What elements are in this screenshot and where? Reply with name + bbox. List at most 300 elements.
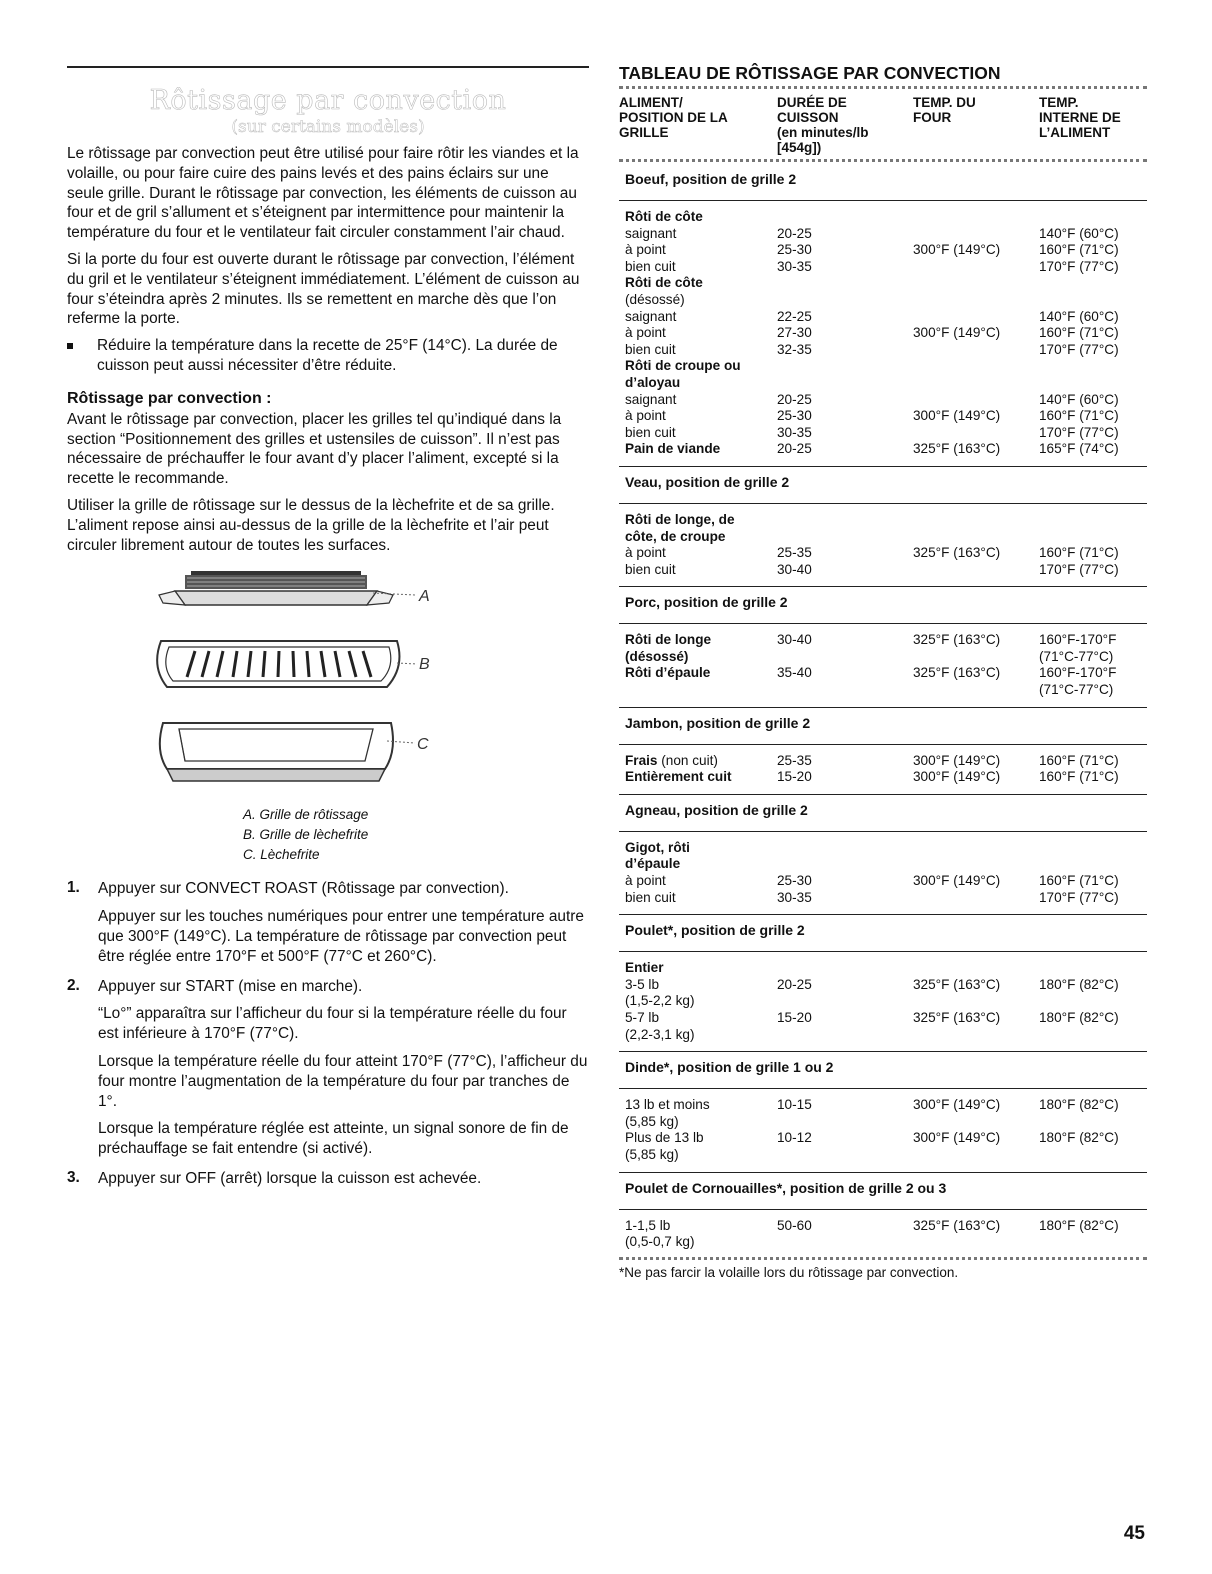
table-cell [625, 1218, 777, 1235]
caption-line: C. Lèchefrite [243, 847, 320, 863]
section-heading: Jambon, position de grille 2 [625, 714, 811, 731]
table-row [619, 441, 1147, 458]
table-cell [625, 873, 777, 890]
header-time [777, 95, 913, 155]
table-cell [625, 562, 777, 579]
table-cell: 20-25 [777, 976, 812, 992]
food-label: (0,5-0,7 kg) [625, 1234, 695, 1250]
table-cell [1039, 358, 1147, 375]
table-cell [913, 209, 1039, 226]
step-item [67, 977, 589, 1159]
section-heading: Dinde*, position de grille 1 ou 2 [625, 1059, 834, 1076]
step-item [67, 879, 589, 966]
table-cell: 325°F (163°C) [913, 632, 1001, 648]
table-cell [913, 649, 1039, 666]
food-label: saignant [625, 391, 677, 407]
figure-caption [67, 805, 589, 865]
table-cell: 165°F (74°C) [1039, 441, 1119, 457]
food-label: 5-7 lb [625, 1010, 660, 1025]
food-label: saignant [625, 308, 677, 324]
table-cell: 30-35 [777, 258, 812, 274]
food-label: Rôti d’épaule [625, 665, 711, 681]
table-row [619, 545, 1147, 562]
header-line: INTERNE DE [1039, 110, 1121, 125]
food-label: à point [625, 873, 666, 889]
table-cell: 160°F (71°C) [1039, 325, 1119, 341]
table-cell: 35-40 [777, 665, 812, 681]
step-text: “Lo°” apparaîtra sur l’afficheur du four si la température réelle du four est inférieure à 170°F (77°C). [98, 1005, 567, 1043]
header-oven-temp [913, 95, 1039, 155]
table-cell [625, 408, 777, 425]
table-cell: (71°C-77°C) [1039, 682, 1114, 698]
header-line: POSITION DE LA [619, 110, 728, 125]
table-row [619, 309, 1147, 326]
table-cell [1039, 1027, 1147, 1044]
section-rule [619, 1209, 1147, 1210]
table-cell [913, 890, 1039, 907]
section-heading: Poulet*, position de grille 2 [625, 922, 805, 939]
table-cell [777, 512, 913, 529]
table-header [619, 95, 1147, 155]
table-cell [777, 275, 913, 292]
table-cell: 32-35 [777, 341, 812, 357]
table-cell [625, 993, 777, 1010]
table-cell [625, 960, 777, 977]
header-line: FOUR [913, 110, 952, 125]
header-line: CUISSON [777, 110, 839, 125]
food-label: Plus de 13 lb [625, 1130, 704, 1146]
label-c: C [417, 736, 429, 754]
table-row [619, 358, 1147, 375]
table-cell: 160°F-170°F [1039, 665, 1117, 681]
food-note: (non cuit) [657, 752, 718, 768]
step-number: 3. [67, 1168, 80, 1186]
table-cell: 160°F (71°C) [1039, 545, 1119, 561]
table-cell: 170°F (77°C) [1039, 424, 1119, 440]
table-cell [625, 1147, 777, 1164]
table-cell [1039, 292, 1147, 309]
table-body [619, 164, 1147, 1251]
section-rule [619, 831, 1147, 832]
table-row [619, 512, 1147, 529]
table-row [619, 1027, 1147, 1044]
table-cell: 160°F (71°C) [1039, 873, 1119, 889]
table-cell [1039, 1234, 1147, 1251]
section-rule [619, 503, 1147, 504]
table-cell: 20-25 [777, 441, 812, 457]
table-cell [777, 649, 913, 666]
page-number: 45 [1123, 1523, 1145, 1544]
table-row [619, 408, 1147, 425]
table-title: TABLEAU DE RÔTISSAGE PAR CONVECTION [619, 63, 1001, 83]
table-cell [913, 425, 1039, 442]
food-label: Rôti de longe [625, 632, 712, 648]
table-cell: 180°F (82°C) [1039, 1010, 1119, 1025]
caption-line: B. Grille de lèchefrite [243, 827, 369, 843]
food-label: bien cuit [625, 561, 676, 577]
table-cell [913, 682, 1039, 699]
table-row [619, 840, 1147, 857]
header-line: L’ALIMENT [1039, 125, 1111, 140]
table-row [619, 392, 1147, 409]
subheading: Rôtissage par convection : [67, 389, 272, 407]
table-cell [625, 275, 777, 292]
table-cell [913, 840, 1039, 857]
table-cell [625, 1027, 777, 1044]
roasting-rack-icon [159, 571, 415, 605]
table-cell: 50-60 [777, 1217, 812, 1233]
food-label: Rôti de côte [625, 209, 703, 224]
section-rule [619, 623, 1147, 624]
table-row [619, 342, 1147, 359]
table-cell [625, 226, 777, 243]
section-heading: Porc, position de grille 2 [625, 594, 788, 611]
footnote: *Ne pas farcir la volaille lors du rôtissage par convection. [619, 1264, 959, 1280]
table-cell [625, 856, 777, 873]
table-cell: 27-30 [777, 325, 812, 341]
table-cell: 170°F (77°C) [1039, 341, 1119, 357]
food-label: Rôti de côte [625, 275, 703, 291]
table-cell [777, 993, 913, 1010]
table-cell [913, 259, 1039, 276]
header-line: TEMP. [1039, 95, 1079, 110]
table-cell [777, 1114, 913, 1131]
table-cell [1039, 529, 1147, 546]
table-cell [625, 1114, 777, 1131]
table-cell: 300°F (149°C) [913, 325, 1001, 341]
table-cell [913, 342, 1039, 359]
table-cell [777, 1147, 913, 1164]
food-label: (5,85 kg) [625, 1113, 679, 1129]
table-cell [625, 890, 777, 907]
table-cell [625, 209, 777, 226]
food-label: Frais [625, 752, 658, 768]
table-cell [625, 342, 777, 359]
table-cell: 325°F (163°C) [913, 665, 1001, 681]
table-cell: 325°F (163°C) [913, 976, 1001, 992]
food-label: bien cuit [625, 889, 676, 905]
table-cell [777, 375, 913, 392]
top-rule [67, 66, 589, 68]
table-cell [625, 1010, 777, 1027]
table-cell [625, 977, 777, 994]
table-cell [913, 856, 1039, 873]
section-rule [619, 744, 1147, 745]
table-cell [1039, 993, 1147, 1010]
table-cell [625, 358, 777, 375]
table-cell: 300°F (149°C) [913, 1097, 1001, 1113]
food-label: (désossé) [625, 291, 685, 307]
table-cell: 25-30 [777, 408, 812, 424]
table-cell: 325°F (163°C) [913, 441, 1001, 457]
table-cell: 325°F (163°C) [913, 1217, 1001, 1233]
table-row [619, 1130, 1147, 1147]
label-b: B [419, 656, 430, 674]
table-cell: 180°F (82°C) [1039, 976, 1119, 992]
left-column [67, 66, 589, 1199]
table-cell [1039, 856, 1147, 873]
table-cell [625, 1130, 777, 1147]
table-cell: 140°F (60°C) [1039, 391, 1119, 407]
food-label: 1-1,5 lb [625, 1217, 671, 1233]
table-cell [625, 392, 777, 409]
header-line: TEMP. DU [913, 95, 976, 110]
table-cell [913, 1114, 1039, 1131]
food-label: bien cuit [625, 424, 676, 440]
bullet-square-icon [67, 343, 73, 349]
section-heading: Boeuf, position de grille 2 [625, 171, 797, 187]
table-row [619, 425, 1147, 442]
table-cell [913, 529, 1039, 546]
table-cell [625, 512, 777, 529]
table-cell: 300°F (149°C) [913, 873, 1001, 889]
table-cell [913, 1027, 1039, 1044]
table-cell [625, 769, 777, 786]
food-label: d’aloyau [625, 374, 681, 390]
table-cell: 30-35 [777, 889, 812, 905]
table-cell [625, 529, 777, 546]
label-a: A [419, 588, 430, 606]
table-cell [625, 325, 777, 342]
table-cell: 10-15 [777, 1097, 812, 1113]
section-rule [619, 951, 1147, 952]
header-line: (en minutes/lb [777, 125, 869, 140]
table-cell [777, 529, 913, 546]
table-cell [913, 993, 1039, 1010]
table-cell [913, 392, 1039, 409]
table-cell: 160°F (71°C) [1039, 408, 1119, 424]
step-text: Lorsque la température réelle du four atteint 170°F (77°C), l’afficheur du four montre l’augmentation de la température du four par tranches de 1°. [98, 1052, 588, 1110]
table-cell [625, 1234, 777, 1251]
table-row [619, 977, 1147, 994]
table-cell: 180°F (82°C) [1039, 1130, 1119, 1146]
table-row [619, 292, 1147, 309]
rack-paragraph: Utiliser la grille de rôtissage sur le dessus de la lèchefrite et de sa grille. L’aliment repose ainsi au-dessus de la grille de la lèchefrite et l’air peut circuler librement autour de toutes les surfaces. [67, 496, 555, 554]
food-label: à point [625, 242, 666, 258]
table-cell [777, 292, 913, 309]
section-rule [619, 1088, 1147, 1089]
steps-list [67, 879, 589, 1188]
table-cell: 20-25 [777, 391, 812, 407]
table-cell: 160°F (71°C) [1039, 752, 1119, 768]
section-heading: Agneau, position de grille 2 [625, 801, 808, 818]
table-cell [1039, 512, 1147, 529]
table-row [619, 275, 1147, 292]
table-cell: 180°F (82°C) [1039, 1097, 1119, 1113]
table-row [619, 632, 1147, 649]
table-cell: 170°F (77°C) [1039, 889, 1119, 905]
table-cell [625, 632, 777, 649]
food-label: Entier [625, 960, 664, 976]
table-cell [625, 840, 777, 857]
table-cell [625, 753, 777, 770]
table-cell [625, 665, 777, 682]
table-cell: 25-35 [777, 545, 812, 561]
header-line: GRILLE [619, 125, 669, 140]
table-cell [913, 512, 1039, 529]
table-cell [1039, 840, 1147, 857]
table-cell: (71°C-77°C) [1039, 648, 1114, 664]
table-cell: 300°F (149°C) [913, 769, 1001, 785]
header-line: DURÉE DE [777, 95, 847, 110]
table-cell [625, 425, 777, 442]
table-cell [913, 562, 1039, 579]
table-cell [1039, 375, 1147, 392]
food-label: à point [625, 545, 666, 561]
table-cell: 20-25 [777, 225, 812, 241]
table-cell [625, 375, 777, 392]
table-row [619, 890, 1147, 907]
step-text: Appuyer sur les touches numériques pour entrer une température autre que 300°F (149°C). La température de rôtissage par convection peut être réglée entre 170°F et 500°F (77°C et 260°C). [98, 908, 584, 965]
food-label: Gigot, rôti [625, 839, 690, 855]
step-number: 2. [67, 976, 80, 994]
food-label: saignant [625, 225, 677, 241]
food-label: (2,2-3,1 kg) [625, 1026, 695, 1042]
step-text: Appuyer sur OFF (arrêt) lorsque la cuisson est achevée. [98, 1169, 482, 1187]
step-text: Appuyer sur START (mise en marche). [98, 977, 363, 995]
table-cell: 300°F (149°C) [913, 752, 1001, 768]
table-cell: 140°F (60°C) [1039, 225, 1119, 241]
food-label: (1,5-2,2 kg) [625, 993, 695, 1009]
table-cell: 25-35 [777, 752, 812, 768]
table-cell: 170°F (77°C) [1039, 258, 1119, 274]
table-cell: 25-30 [777, 873, 812, 889]
table-cell [625, 292, 777, 309]
table-cell [777, 1234, 913, 1251]
table-cell [913, 292, 1039, 309]
table-cell [625, 242, 777, 259]
header-internal-temp [1039, 95, 1147, 155]
food-label: (5,85 kg) [625, 1146, 679, 1162]
table-cell: 15-20 [777, 769, 812, 785]
section-heading: Veau, position de grille 2 [625, 473, 790, 490]
food-label: Pain de viande [625, 441, 721, 457]
table-row [619, 562, 1147, 579]
table-row [619, 1218, 1147, 1235]
dotted-rule [619, 86, 1147, 89]
dotted-rule [619, 1257, 1147, 1260]
table-cell [913, 375, 1039, 392]
bullet-text: Réduire la température dans la recette de 25°F (14°C). La durée de cuisson peut aussi nécessiter d’être réduite. [97, 337, 558, 374]
table-cell: 140°F (60°C) [1039, 308, 1119, 324]
food-label: 3-5 lb [625, 976, 660, 992]
table-cell [1039, 209, 1147, 226]
table-row [619, 375, 1147, 392]
table-row [619, 1097, 1147, 1114]
food-label: bien cuit [625, 341, 676, 357]
table-row [619, 1114, 1147, 1131]
table-row [619, 209, 1147, 226]
caption-line: A. Grille de rôtissage [243, 807, 369, 823]
header-line: ALIMENT/ [619, 95, 683, 110]
broiler-pan-icon [160, 723, 415, 781]
table-cell: 15-20 [777, 1010, 812, 1025]
step-number: 1. [67, 879, 80, 897]
table-cell: 22-25 [777, 308, 812, 324]
table-cell [913, 1147, 1039, 1164]
pan-illustration [67, 563, 589, 803]
food-label: 13 lb et moins [625, 1097, 710, 1113]
table-cell [625, 259, 777, 276]
table-cell [913, 1234, 1039, 1251]
food-label: Rôti de croupe ou [625, 358, 741, 374]
table-row [619, 769, 1147, 786]
step-item [67, 1169, 589, 1189]
table-row [619, 960, 1147, 977]
food-label: bien cuit [625, 258, 676, 274]
food-label: côte, de croupe [625, 528, 726, 544]
table-cell [913, 275, 1039, 292]
table-cell: 30-40 [777, 632, 812, 648]
table-cell [625, 649, 777, 666]
bullet-item [67, 336, 589, 376]
table-cell [1039, 1147, 1147, 1164]
table-cell [1039, 1114, 1147, 1131]
instruction-paragraph: Avant le rôtissage par convection, placer les grilles tel qu’indiqué dans la section “Positionnement des grilles et ustensiles de cuisson”. Il n’est pas nécessaire de préchauffer le four avant d’y placer l’aliment, excepté si la recette le recommande. [67, 410, 562, 488]
table-cell: 180°F (82°C) [1039, 1217, 1119, 1233]
table-cell: 300°F (149°C) [913, 408, 1001, 424]
step-text: Lorsque la température réglée est atteinte, un signal sonore de fin de préchauffage se fait entendre (si activé). [98, 1120, 569, 1158]
right-column [619, 62, 1147, 1282]
table-cell [777, 840, 913, 857]
table-row [619, 856, 1147, 873]
door-paragraph: Si la porte du four est ouverte durant le rôtissage par convection, l’élément du gril et le ventilateur s’éteignent immédiatement. L’élément de cuisson au four s’éteindra après 2 minutes. Ils se remettent en marche dès que l’on referme la porte. [67, 250, 580, 328]
table-cell [625, 1097, 777, 1114]
table-row [619, 259, 1147, 276]
table-cell: 300°F (149°C) [913, 242, 1001, 258]
table-cell [625, 441, 777, 458]
food-label: à point [625, 325, 666, 341]
table-row [619, 1234, 1147, 1251]
table-cell [913, 960, 1039, 977]
table-cell [1039, 275, 1147, 292]
table-cell: 30-35 [777, 424, 812, 440]
table-cell [777, 856, 913, 873]
table-row [619, 682, 1147, 699]
step-text: Appuyer sur CONVECT ROAST (Rôtissage par convection). [98, 880, 509, 898]
dotted-rule [619, 159, 1147, 162]
table-cell: 300°F (149°C) [913, 1130, 1001, 1146]
header-line: [454g]) [777, 140, 822, 155]
section-subtitle: (sur certains modèles) [231, 117, 425, 137]
table-row [619, 1147, 1147, 1164]
table-cell [777, 209, 913, 226]
table-cell [777, 1027, 913, 1044]
table-row [619, 753, 1147, 770]
table-cell: 160°F (71°C) [1039, 242, 1119, 258]
food-label: d’épaule [625, 856, 681, 872]
table-cell: 10-12 [777, 1130, 812, 1146]
table-cell [777, 358, 913, 375]
table-cell: 25-30 [777, 242, 812, 258]
table-row [619, 649, 1147, 666]
food-label: Entièrement cuit [625, 769, 732, 785]
broiler-pan-diagram [67, 563, 589, 803]
table-cell [625, 309, 777, 326]
food-label: Rôti de longe, de [625, 511, 735, 527]
table-cell [625, 545, 777, 562]
table-cell [913, 226, 1039, 243]
table-cell [913, 309, 1039, 326]
table-cell [777, 960, 913, 977]
section-title: Rôtissage par convection [149, 85, 507, 116]
table-cell [1039, 960, 1147, 977]
header-food [619, 95, 777, 155]
broiler-grid-icon [157, 641, 417, 687]
table-cell: 325°F (163°C) [913, 1010, 1001, 1025]
table-cell [777, 682, 913, 699]
table-cell: 170°F (77°C) [1039, 561, 1119, 577]
